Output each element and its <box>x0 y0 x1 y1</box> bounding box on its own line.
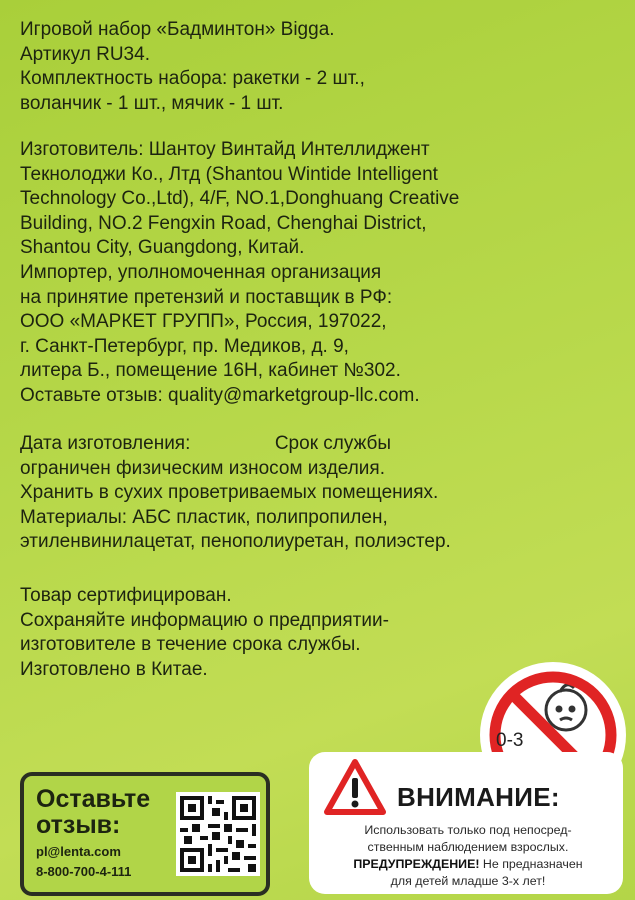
text-line: Сохраняйте информацию о предприятии- <box>20 609 389 631</box>
warning-caution-label: ПРЕДУПРЕЖДЕНИЕ! <box>353 857 480 871</box>
warning-line <box>323 856 613 873</box>
feedback-title <box>36 786 150 838</box>
qr-code-icon[interactable] <box>176 792 260 876</box>
warning-triangle-icon <box>323 758 387 816</box>
text-line: Артикул RU34. <box>20 43 150 65</box>
text-line: Товар сертифицирован. <box>20 585 232 606</box>
text-line: Текнолоджи Ко., Лтд (Shantou Wintide Intelligent <box>20 163 438 185</box>
text-line: Игровой набор «Бадминтон» Bigga. <box>20 19 335 40</box>
storage-materials-block <box>20 432 620 555</box>
text-line: Комплектность набора: ракетки - 2 шт., <box>20 68 365 90</box>
warning-line: ственным наблюдением взрослых. <box>367 840 569 854</box>
product-info-block <box>20 18 620 116</box>
feedback-email[interactable]: pl@lenta.com <box>36 844 121 859</box>
text-line: г. Санкт-Петербург, пр. Медиков, д. 9, <box>20 335 349 357</box>
text-line: Дата изготовления: Срок службы <box>20 433 392 454</box>
text-line: Изготовлено в Китае. <box>20 658 208 680</box>
text-line: на принятие претензий и поставщик в РФ: <box>20 286 393 308</box>
warning-title: ВНИМАНИЕ: <box>397 782 560 812</box>
text-line: Technology Co.,Ltd), 4/F, NO.1,Donghuang Creative <box>20 188 460 210</box>
feedback-panel <box>20 772 270 896</box>
feedback-title-line: Оставьте <box>36 785 151 813</box>
feedback-phone[interactable]: 8-800-700-4-111 <box>36 864 132 879</box>
text-line: Хранить в сухих проветриваемых помещениях. <box>20 482 439 504</box>
text-line: ООО «МАРКЕТ ГРУПП», Россия, 197022, <box>20 311 387 333</box>
text-line: ограничен физическим износом изделия. <box>20 457 385 479</box>
manufacturer-block <box>20 138 620 409</box>
warning-panel <box>309 752 623 894</box>
text-line: изготовителе в течение срока службы. <box>20 634 361 656</box>
text-line: Shantou City, Guangdong, Китай. <box>20 237 305 259</box>
text-line: воланчик - 1 шт., мячик - 1 шт. <box>20 92 284 114</box>
text-line: этиленвинилацетат, пенополиуретан, полиэстер. <box>20 531 451 553</box>
text-line: Изготовитель: Шантоу Винтайд Интеллиджент <box>20 139 430 160</box>
feedback-title-line: отзыв: <box>36 811 121 839</box>
warning-caution-text: Не предназначен <box>479 857 583 871</box>
warning-text <box>323 822 613 890</box>
warning-line: для детей младше 3-х лет! <box>390 874 546 888</box>
text-line: Материалы: АБС пластик, полипропилен, <box>20 506 388 528</box>
age-range-label: 0-3 <box>496 730 524 751</box>
text-line: литера Б., помещение 16Н, кабинет №302. <box>20 360 401 382</box>
text-line: Building, NO.2 Fengxin Road, Chenghai District, <box>20 212 427 234</box>
warning-line: Использовать только под непосред- <box>364 823 572 837</box>
text-line: Оставьте отзыв: quality@marketgroup-llc.com. <box>20 384 420 406</box>
text-line: Импортер, уполномоченная организация <box>20 261 382 283</box>
